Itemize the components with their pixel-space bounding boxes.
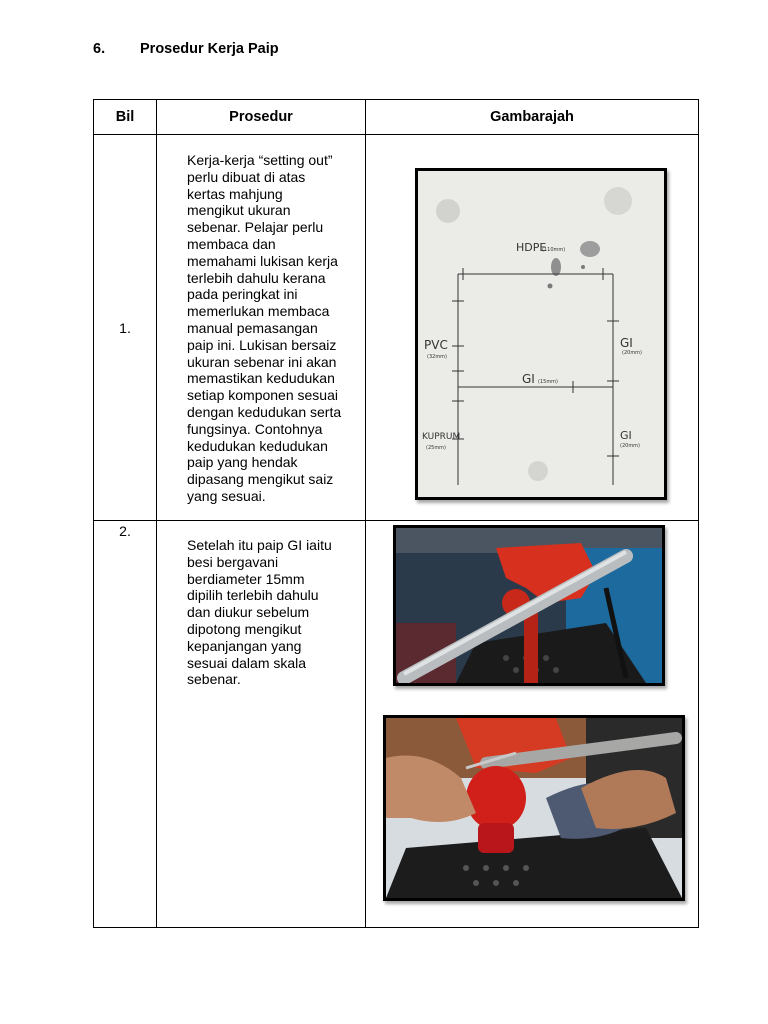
table-row [94,135,699,521]
header-bil: Bil [94,100,157,135]
sketch-label-gi-right: GI [620,336,633,350]
sketch-label-gi-mid: GI [522,372,535,386]
sketch-label-pvc: PVC [424,338,448,352]
sketch-label-hdpe: HDPE [516,241,547,254]
sketch-label-kuprum-size: (25mm) [426,445,447,451]
procedure-table [93,99,699,928]
section-heading [93,41,279,57]
row-number [94,521,157,928]
setting-out-sketch-photo [415,168,667,500]
procedure-text: Setelah itu paip GI iaitu besi bergavani berdiameter 15mm dipilih terlebih dahulu dan diukur sebelum dipotong mengikut kepanjangan yang sesuai dalam skala sebenar. [187,537,332,688]
sketch-label-gi-mid-size: (15mm) [538,379,559,385]
table-header-row [94,100,699,135]
sketch-label-gi-low-size: (20mm) [620,443,641,449]
row-number-text: 2. [119,523,131,539]
header-gambarajah: Gambarajah [366,100,699,135]
sketch-drawing [418,171,664,497]
procedure-text: Kerja-kerja “setting out” perlu dibuat di atas kertas mahjung mengikut ukuran sebenar. Pelajar perlu membaca dan memahami lukisan kerja terlebih dahulu kerana pada peringkat ini memerlukan membaca manual pemasangan paip ini. Lukisan bersaiz ukuran sebenar ini akan memastikan kedudukan setiap komponen sesuai dengan kedudukan serta fungsinya. Contohnya kedudukan kedudukan paip yang hendak dipasang mengikut saiz yang sesuai. [187,152,342,504]
diagram-cell [366,521,699,928]
pipe-vise-illustration [396,528,662,683]
sketch-label-kuprum: KUPRUM [422,432,461,442]
row-number-text: 1. [119,319,131,336]
oiling-pipe-photo [383,715,685,901]
table-row [94,521,699,928]
sketch-label-gi-right-size: (20mm) [622,350,643,356]
oiling-pipe-illustration [386,718,682,898]
pipe-vise-photo [393,525,665,686]
header-prosedur: Prosedur [157,100,366,135]
diagram-cell [366,135,699,521]
section-number: 6. [93,41,106,57]
procedure-cell [157,521,366,928]
section-title: Prosedur Kerja Paip [140,41,279,57]
sketch-label-gi-low: GI [620,429,632,442]
sketch-label-pvc-size: (32mm) [427,354,448,360]
procedure-cell [157,135,366,521]
sketch-label-hdpe-size: (110mm) [542,247,566,253]
row-number [94,135,157,521]
